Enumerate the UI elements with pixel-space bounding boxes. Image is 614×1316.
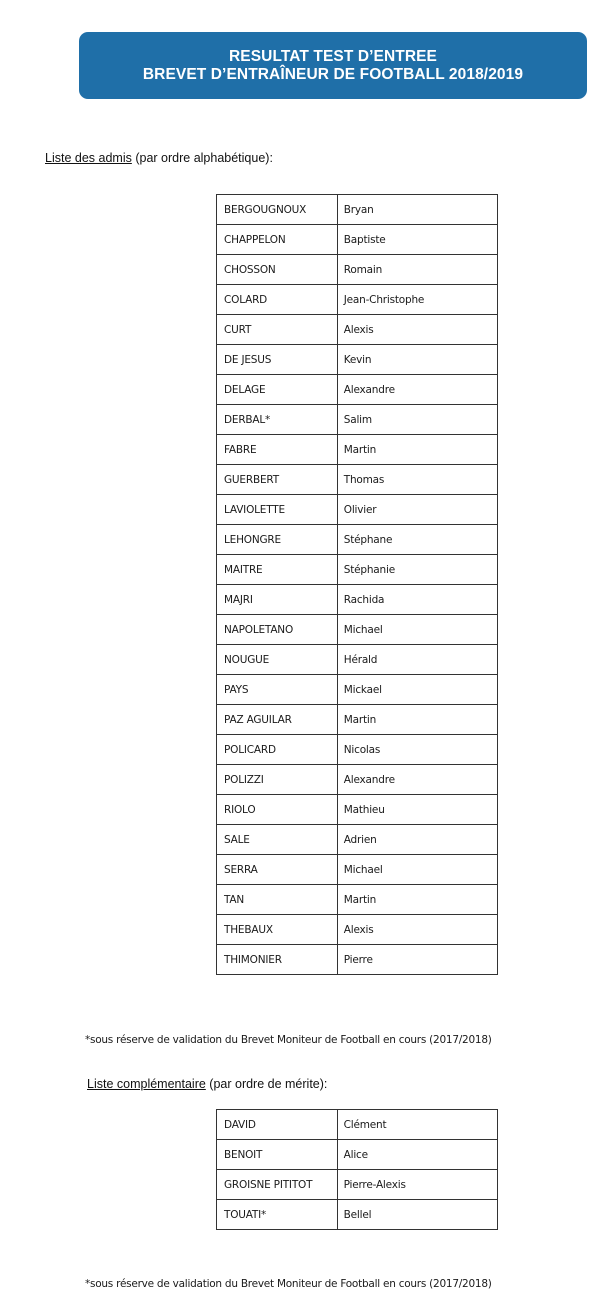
last-name-cell: POLIZZI (217, 765, 338, 795)
first-name-cell: Salim (337, 405, 497, 435)
last-name-cell: RIOLO (217, 795, 338, 825)
table-row (217, 885, 498, 915)
last-name-cell: SALE (217, 825, 338, 855)
title-line-2: BREVET D’ENTRAÎNEUR DE FOOTBALL 2018/2019 (142, 65, 524, 83)
first-name-cell: Alexis (337, 315, 497, 345)
first-name-cell: Martin (337, 885, 497, 915)
table-row (217, 915, 498, 945)
first-name-cell: Martin (337, 435, 497, 465)
first-name-cell: Alexandre (337, 375, 497, 405)
table-row (217, 735, 498, 765)
first-name-cell: Martin (337, 705, 497, 735)
table-row (217, 765, 498, 795)
table-row (217, 825, 498, 855)
last-name-cell: TAN (217, 885, 338, 915)
table-row (217, 255, 498, 285)
first-name-cell: Nicolas (337, 735, 497, 765)
first-name-cell: Olivier (337, 495, 497, 525)
table-row (217, 945, 498, 975)
table-row (217, 1110, 498, 1140)
last-name-cell: COLARD (217, 285, 338, 315)
first-name-cell: Rachida (337, 585, 497, 615)
table-row (217, 345, 498, 375)
table-row (217, 495, 498, 525)
complementary-list-heading (87, 1077, 327, 1091)
last-name-cell: PAYS (217, 675, 338, 705)
table-row (217, 615, 498, 645)
last-name-cell: NOUGUE (217, 645, 338, 675)
first-name-cell: Clément (337, 1110, 497, 1140)
table-row (217, 1200, 498, 1230)
first-name-cell: Michael (337, 615, 497, 645)
last-name-cell: CHOSSON (217, 255, 338, 285)
last-name-cell: THEBAUX (217, 915, 338, 945)
table-row (217, 315, 498, 345)
table-row (217, 855, 498, 885)
first-name-cell: Jean-Christophe (337, 285, 497, 315)
table-row (217, 645, 498, 675)
last-name-cell: THIMONIER (217, 945, 338, 975)
admitted-footnote: *sous réserve de validation du Brevet Moniteur de Football en cours (2017/2018) (85, 1034, 492, 1046)
table-row (217, 525, 498, 555)
first-name-cell: Mickael (337, 675, 497, 705)
table-row (217, 375, 498, 405)
first-name-cell: Pierre (337, 945, 497, 975)
last-name-cell: NAPOLETANO (217, 615, 338, 645)
last-name-cell: GROISNE PITITOT (217, 1170, 338, 1200)
table-row (217, 195, 498, 225)
admitted-table (216, 194, 498, 975)
title-banner (79, 32, 587, 99)
first-name-cell: Bellel (337, 1200, 497, 1230)
last-name-cell: DE JESUS (217, 345, 338, 375)
last-name-cell: FABRE (217, 435, 338, 465)
last-name-cell: TOUATI* (217, 1200, 338, 1230)
table-row (217, 555, 498, 585)
last-name-cell: PAZ AGUILAR (217, 705, 338, 735)
admitted-heading-rest: (par ordre alphabétique): (131, 151, 273, 165)
last-name-cell: BENOIT (217, 1140, 338, 1170)
title-line-1: RESULTAT TEST D’ENTREE (228, 47, 437, 65)
table-row (217, 1140, 498, 1170)
first-name-cell: Kevin (337, 345, 497, 375)
complementary-heading-underlined: Liste complémentaire (87, 1077, 206, 1091)
last-name-cell: MAJRI (217, 585, 338, 615)
first-name-cell: Romain (337, 255, 497, 285)
last-name-cell: DAVID (217, 1110, 338, 1140)
last-name-cell: LAVIOLETTE (217, 495, 338, 525)
table-row (217, 435, 498, 465)
table-row (217, 585, 498, 615)
last-name-cell: CURT (217, 315, 338, 345)
last-name-cell: MAITRE (217, 555, 338, 585)
table-row (217, 1170, 498, 1200)
first-name-cell: Alexandre (337, 765, 497, 795)
first-name-cell: Baptiste (337, 225, 497, 255)
table-row (217, 795, 498, 825)
first-name-cell: Thomas (337, 465, 497, 495)
first-name-cell: Michael (337, 855, 497, 885)
table-row (217, 465, 498, 495)
complementary-footnote: *sous réserve de validation du Brevet Moniteur de Football en cours (2017/2018) (85, 1278, 492, 1290)
table-row (217, 285, 498, 315)
last-name-cell: CHAPPELON (217, 225, 338, 255)
first-name-cell: Stéphane (337, 525, 497, 555)
last-name-cell: BERGOUGNOUX (217, 195, 338, 225)
last-name-cell: DELAGE (217, 375, 338, 405)
first-name-cell: Adrien (337, 825, 497, 855)
complementary-table (216, 1109, 498, 1230)
first-name-cell: Mathieu (337, 795, 497, 825)
table-row (217, 675, 498, 705)
last-name-cell: POLICARD (217, 735, 338, 765)
last-name-cell: GUERBERT (217, 465, 338, 495)
last-name-cell: SERRA (217, 855, 338, 885)
table-row (217, 405, 498, 435)
first-name-cell: Bryan (337, 195, 497, 225)
last-name-cell: DERBAL* (217, 405, 338, 435)
first-name-cell: Alexis (337, 915, 497, 945)
table-row (217, 705, 498, 735)
first-name-cell: Hérald (337, 645, 497, 675)
admitted-list-heading (45, 151, 273, 165)
table-row (217, 225, 498, 255)
last-name-cell: LEHONGRE (217, 525, 338, 555)
first-name-cell: Pierre-Alexis (337, 1170, 497, 1200)
first-name-cell: Alice (337, 1140, 497, 1170)
admitted-heading-underlined: Liste des admis (45, 151, 132, 165)
complementary-heading-rest: (par ordre de mérite): (205, 1077, 328, 1091)
first-name-cell: Stéphanie (337, 555, 497, 585)
